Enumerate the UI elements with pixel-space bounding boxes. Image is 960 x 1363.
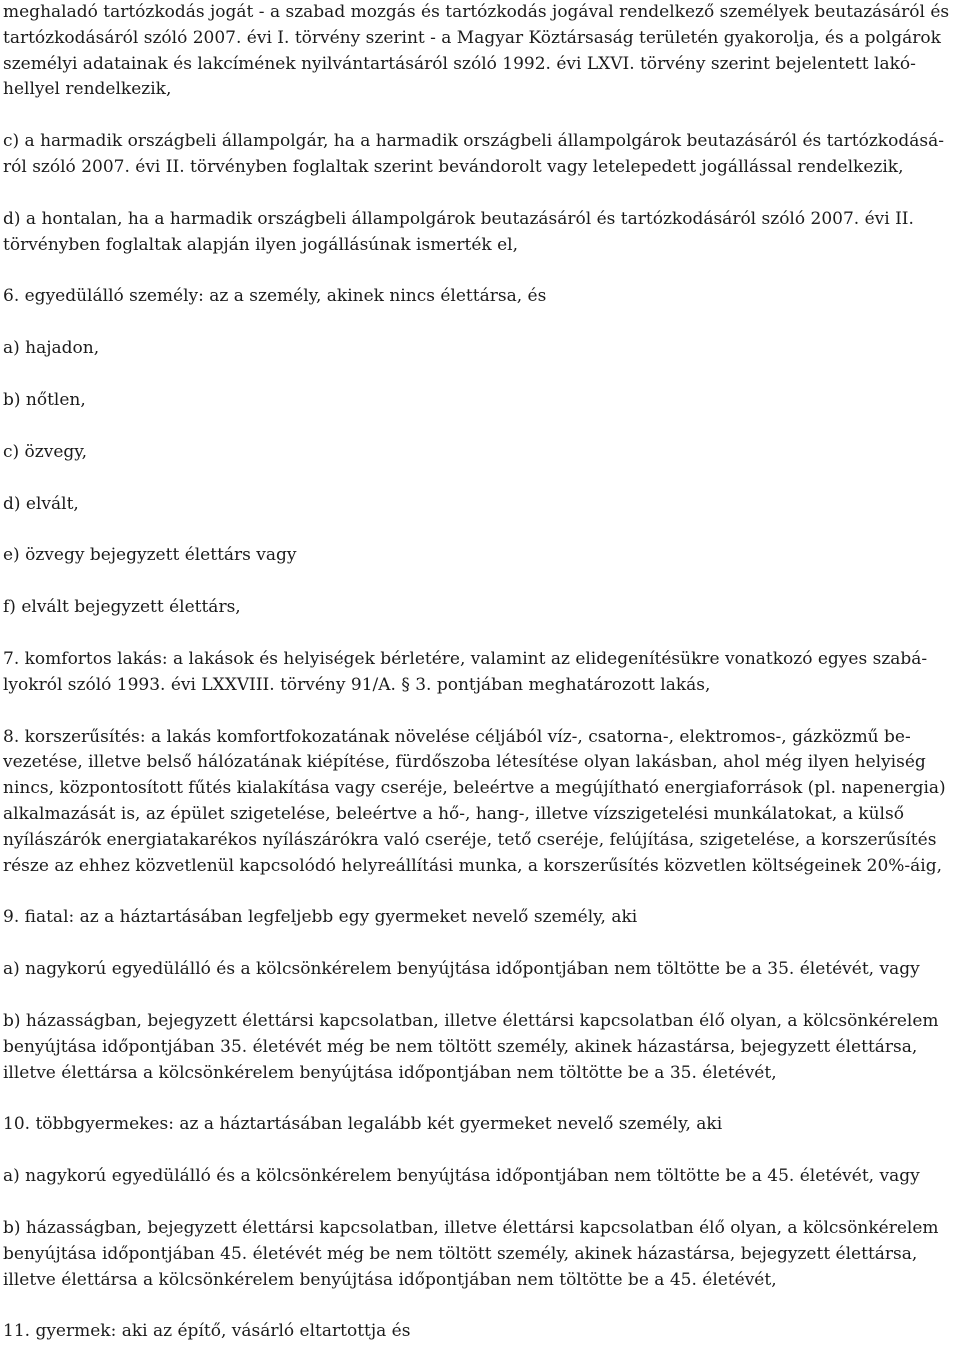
text-line: illetve élettársa a kölcsönkérelem benyújtása időpontjában nem töltötte be a 35. életévét,	[3, 1062, 777, 1083]
paragraph-9-a	[3, 957, 955, 983]
paragraph-definition-10	[3, 1112, 955, 1138]
paragraph-item-d	[3, 207, 955, 259]
paragraph-6-b	[3, 388, 955, 414]
paragraph-10-b	[3, 1216, 955, 1293]
paragraph-6-a	[3, 336, 955, 362]
text-line: a) hajadon,	[3, 338, 100, 359]
text-line: c) özvegy,	[3, 441, 88, 462]
text-line: d) elvált,	[3, 493, 79, 514]
paragraph-9-b	[3, 1009, 955, 1086]
paragraph-definition-11	[3, 1319, 955, 1345]
text-line: része az ehhez közvetlenül kapcsolódó helyreállítási munka, a korszerűsítés közvetlen költségeinek 20%-áig,	[3, 855, 943, 876]
text-line: a) nagykorú egyedülálló és a kölcsönkérelem benyújtása időpontjában nem töltötte be a 35. életévét, vagy	[3, 959, 920, 980]
text-line: benyújtása időpontjában 45. életévét még be nem töltött személy, akinek házastársa, bejegyzett élettársa,	[3, 1243, 918, 1264]
text-line: meghaladó tartózkodás jogát - a szabad mozgás és tartózkodás jogával rendelkező személyek beutazásáról és	[3, 2, 950, 22]
text-line: személyi adatainak és lakcímének nyilvántartásáról szóló 1992. évi LXVI. törvény szerint bejelentett lakó-	[3, 53, 916, 74]
text-line: benyújtása időpontjában 35. életévét még be nem töltött személy, akinek házastársa, bejegyzett élettársa,	[3, 1036, 918, 1057]
text-line: 10. többgyermekes: az a háztartásában legalább két gyermeket nevelő személy, aki	[3, 1114, 723, 1135]
paragraph-item-c	[3, 129, 955, 181]
text-line: b) nőtlen,	[3, 389, 86, 410]
text-line: alkalmazását is, az épület szigetelése, beleértve a hő-, hang-, illetve vízszigetelési munkálatokat, a külső	[3, 803, 904, 824]
text-line: nincs, központosított fűtés kialakítása vagy cseréje, beleértve a megújítható energiaforrások (pl. napenergia)	[3, 778, 946, 799]
text-line: b) házasságban, bejegyzett élettársi kapcsolatban, illetve élettársi kapcsolatban élő olyan, a kölcsönkérelem	[3, 1010, 939, 1031]
text-line: 11. gyermek: aki az építő, vásárló eltartottja és	[3, 1321, 411, 1342]
paragraph-6-d	[3, 492, 955, 518]
text-line: a) nagykorú egyedülálló és a kölcsönkérelem benyújtása időpontjában nem töltötte be a 45. életévét, vagy	[3, 1166, 920, 1187]
text-line: d) a hontalan, ha a harmadik országbeli állampolgárok beutazásáról és tartózkodásáról szóló 2007. évi II.	[3, 208, 914, 229]
text-line: e) özvegy bejegyzett élettárs vagy	[3, 545, 297, 566]
paragraph-definition-6	[3, 284, 955, 310]
text-line: 8. korszerűsítés: a lakás komfortfokozatának növelése céljából víz-, csatorna-, elektromos-, gázközmű be-	[3, 726, 911, 747]
text-line: lyokról szóló 1993. évi LXXVIII. törvény 91/A. § 3. pontjában meghatározott lakás,	[3, 674, 711, 695]
paragraph-intro	[3, 0, 955, 103]
paragraph-definition-8	[3, 725, 955, 880]
text-line: nyílászárók energiatakarékos nyílászárókra való cseréje, tető cseréje, felújítása, szigetelése, a korszerűsítés	[3, 829, 937, 850]
text-line: f) elvált bejegyzett élettárs,	[3, 597, 241, 618]
text-line: 9. fiatal: az a háztartásában legfeljebb egy gyermeket nevelő személy, aki	[3, 907, 638, 928]
text-line: c) a harmadik országbeli állampolgár, ha a harmadik országbeli állampolgárok beutazásáról és tartózkodásá-	[3, 131, 944, 152]
text-line: 7. komfortos lakás: a lakások és helyiségek bérletére, valamint az elidegenítésükre vonatkozó egyes szabá-	[3, 648, 928, 669]
text-line: b) házasságban, bejegyzett élettársi kapcsolatban, illetve élettársi kapcsolatban élő olyan, a kölcsönkérelem	[3, 1217, 939, 1238]
document-page	[3, 0, 955, 1345]
paragraph-definition-9	[3, 905, 955, 931]
text-line: 6. egyedülálló személy: az a személy, akinek nincs élettársa, és	[3, 286, 547, 307]
paragraph-6-e	[3, 543, 955, 569]
text-line: törvényben foglaltak alapján ilyen jogállásúnak ismerték el,	[3, 234, 518, 255]
text-line: illetve élettársa a kölcsönkérelem benyújtása időpontjában nem töltötte be a 45. életévét,	[3, 1269, 777, 1290]
text-line: hellyel rendelkezik,	[3, 79, 172, 100]
text-line: ról szóló 2007. évi II. törvényben foglaltak szerint bevándorolt vagy letelepedett jogállással rendelkezik,	[3, 156, 904, 177]
paragraph-6-c	[3, 440, 955, 466]
text-line: tartózkodásáról szóló 2007. évi I. törvény szerint - a Magyar Köztársaság területén gyakorolja, és a polgárok	[3, 27, 941, 48]
paragraph-6-f	[3, 595, 955, 621]
paragraph-10-a	[3, 1164, 955, 1190]
paragraph-definition-7	[3, 647, 955, 699]
text-line: vezetése, illetve belső hálózatának kiépítése, fürdőszoba létesítése olyan lakásban, ahol még ilyen helyiség	[3, 752, 926, 773]
